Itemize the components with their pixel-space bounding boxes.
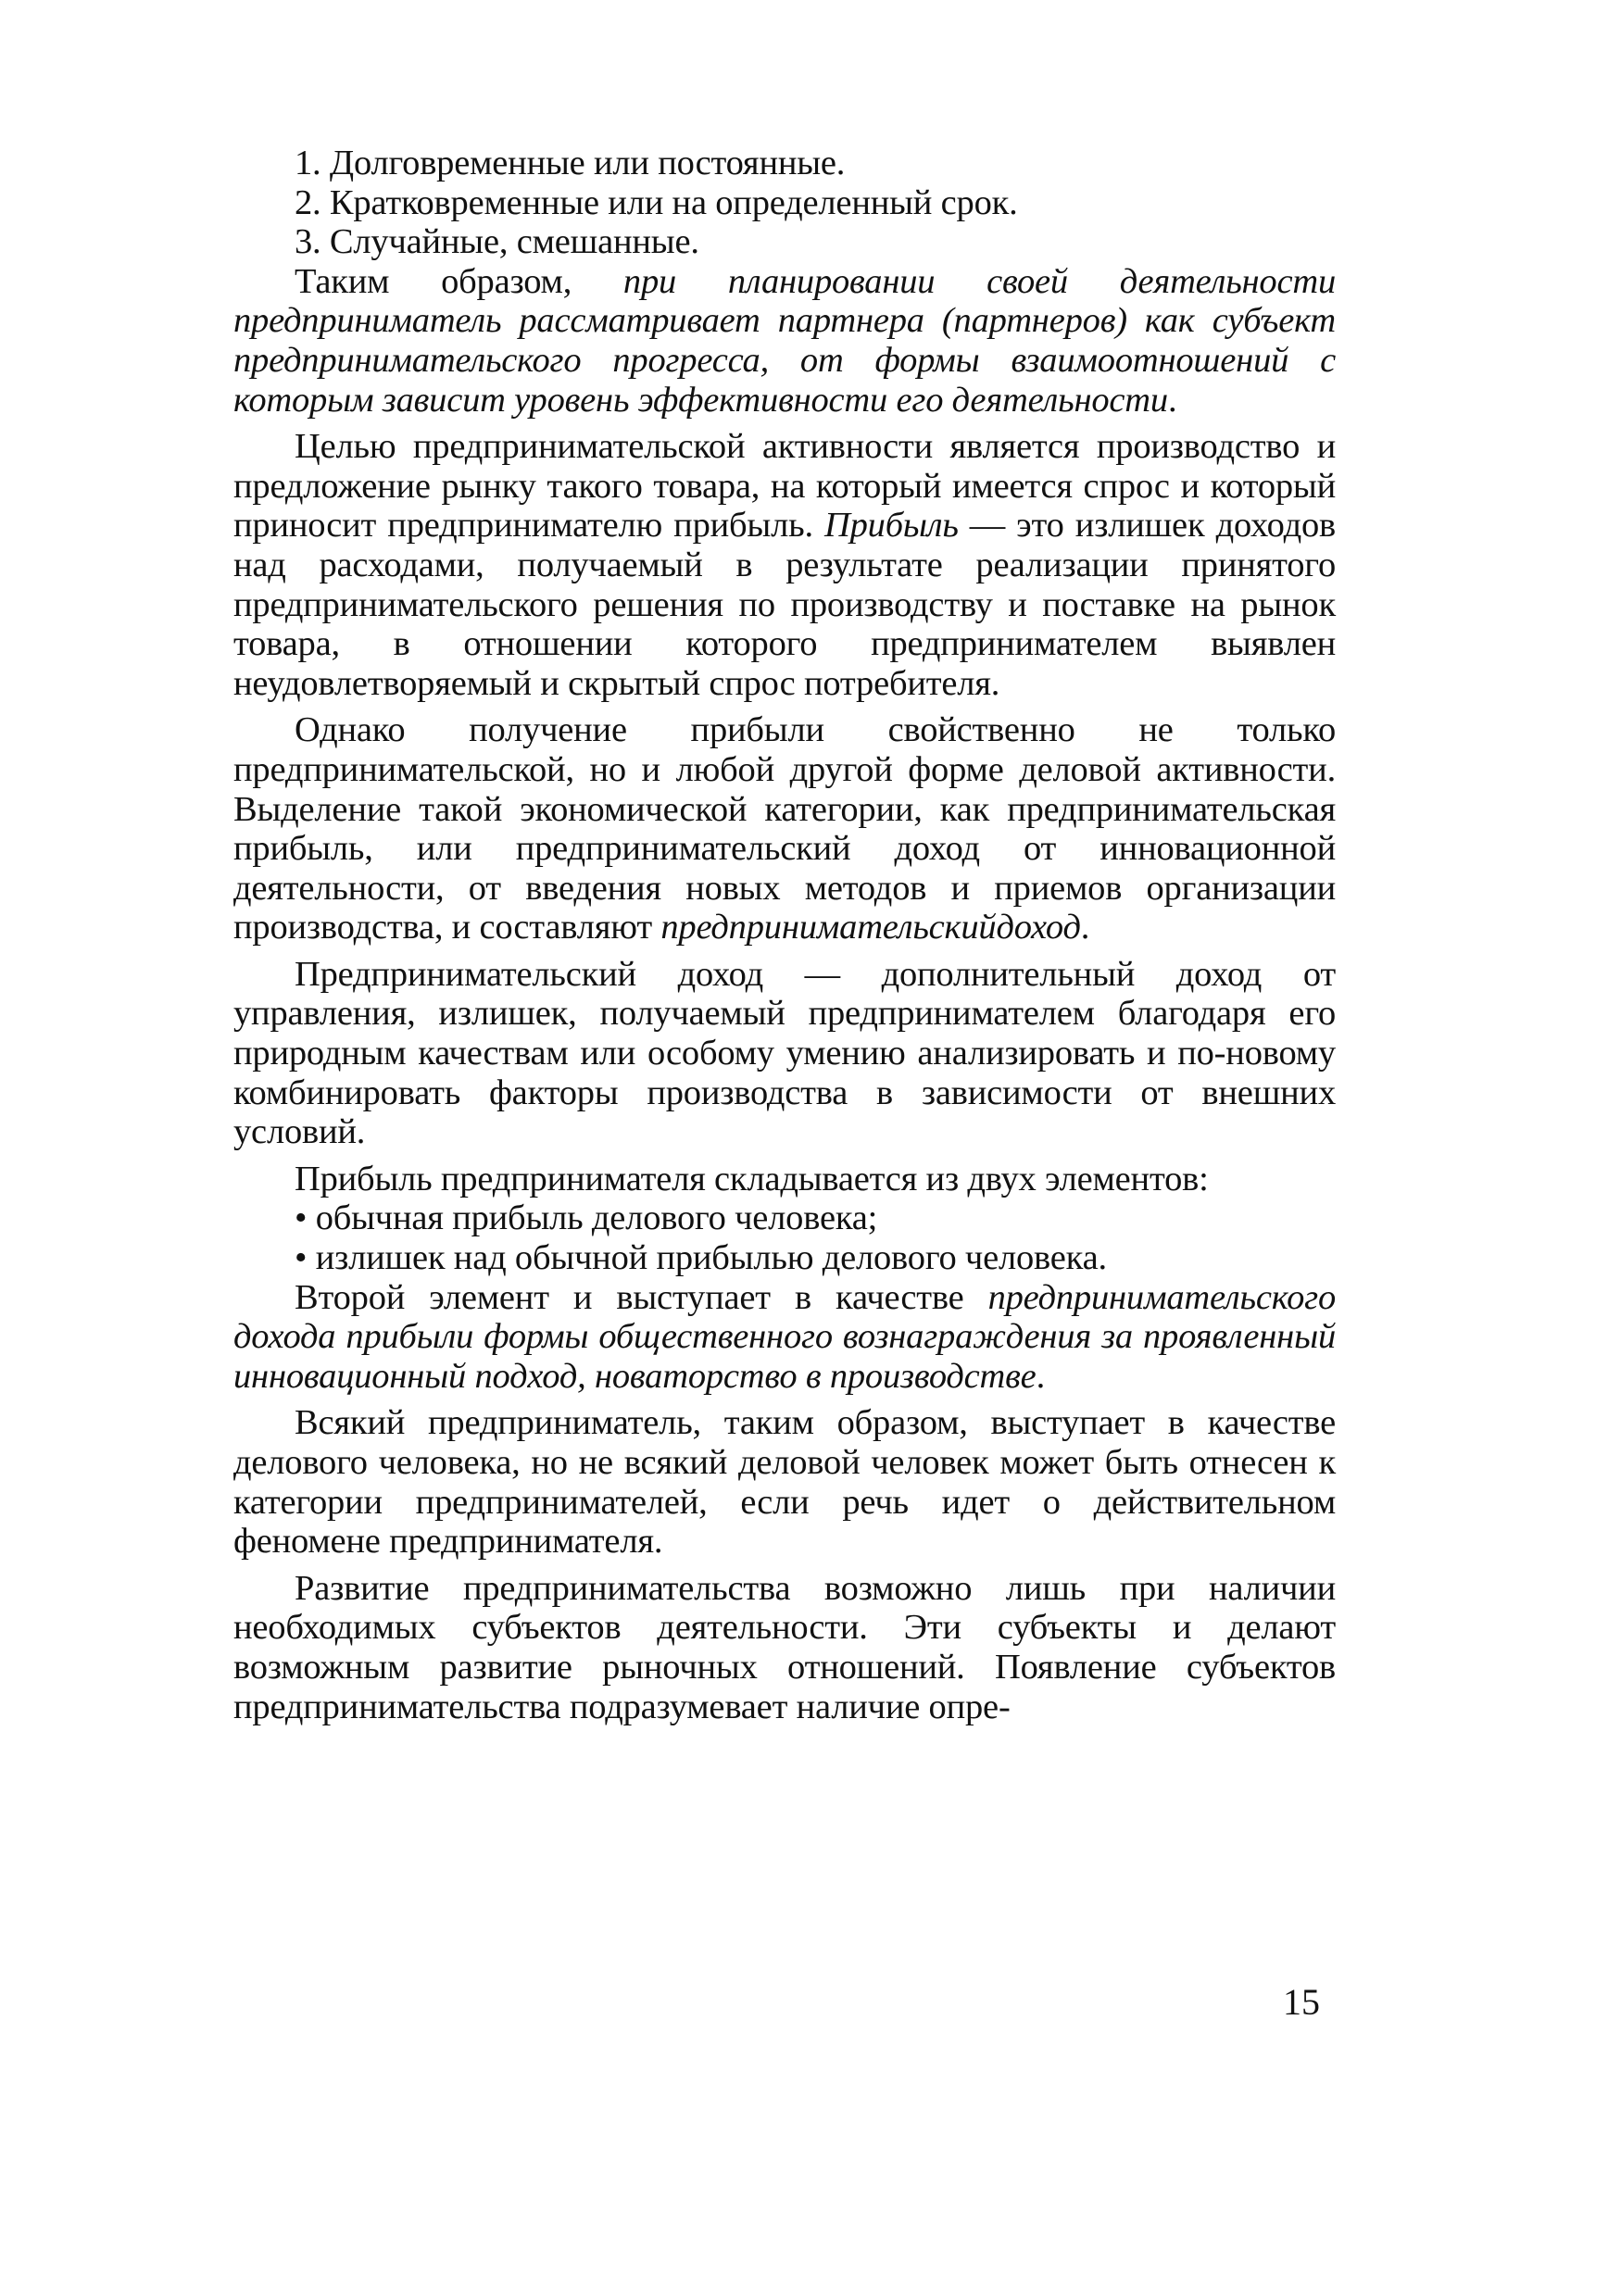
paragraph-development: Развитие предпринимательства возможно лишь при наличии необходимых субъектов деятельности. Эти субъекты и делают возможным развитие рыночных отношений. Появление субъектов предпринимательства подразумевает наличие опре- <box>233 1568 1336 1726</box>
list-item-2: 2. Кратковременные или на определенный срок. <box>295 182 1018 222</box>
paragraph-income-definition: Предпринимательский доход — дополнительный доход от управления, излишек, получаемый предпринимателем благодаря его природным качествам или особому умению анализировать и по-новому комбинировать факторы производства в зависимости от внешних условий. <box>233 954 1336 1152</box>
profit-term: Прибыль <box>824 506 959 546</box>
entrepreneurial-income-term: предпринимательскийдоход <box>660 908 1081 947</box>
paragraph-conclusion-end: . <box>1167 380 1177 420</box>
paragraph-profit-part1: Целью предпринимательской активности является производство и предложение рынку такого товара, на который имеется спрос и который приносит предпринимателю прибыль. <box>233 427 1336 546</box>
page-text <box>233 144 1336 1726</box>
paragraph-conclusion <box>233 262 1336 420</box>
paragraph-profit-part2: — это излишек доходов над расходами, получаемый в результате реализации принятого предпринимательского решения по производству и поставке на рынок товара, в отношении которого предпринимателем выявлен неудовлетворяемый и скрытый спрос потребителя. <box>233 506 1336 703</box>
list-item-3: 3. Случайные, смешанные. <box>295 222 699 262</box>
paragraph-second-element-end: . <box>1036 1356 1045 1396</box>
paragraph-profit-definition <box>233 427 1336 703</box>
page-number: 15 <box>1283 1981 1320 2023</box>
paragraph-second-element-italic: предпринимательского дохода прибыли формы общественного вознаграждения за проявленный инновационный подход, новаторство в производстве <box>233 1277 1336 1396</box>
paragraph-second-element <box>233 1278 1336 1397</box>
list-item-1: 1. Долговременные или постоянные. <box>295 144 846 182</box>
paragraph-conclusion-italic: при планировании своей деятельности предприниматель рассматривает партнера (партнеров) как субъект предпринимательского прогресса, от формы взаимоотношений с которым зависит уровень эффективности его деятельности <box>233 261 1337 420</box>
bullet-item-1: • обычная прибыль делового человека; <box>295 1198 878 1238</box>
bullet-item-2: • излишек над обычной прибылью делового человека. <box>295 1238 1107 1278</box>
paragraph-second-element-lead: Второй элемент и выступает в качестве <box>295 1277 988 1317</box>
paragraph-income-end: . <box>1080 908 1090 947</box>
paragraph-income-text: Однако получение прибыли свойственно не только предпринимательской, но и любой другой форме деловой активности. Выделение такой экономической категории, как предпринимательская прибыль, или предпринимательский доход от инновационной деятельности, от введения новых методов и приемов организации производства, и составляют <box>233 710 1336 947</box>
paragraph-every-entrepreneur: Всякий предприниматель, таким образом, выступает в качестве делового человека, но не всякий деловой человек может быть отнесен к категории предпринимателей, если речь идет о действительном феномене предпринимателя. <box>233 1403 1336 1562</box>
paragraph-conclusion-lead: Таким образом, <box>295 261 623 301</box>
paragraph-entrepreneurial-income <box>233 710 1336 947</box>
paragraph-profit-elements: Прибыль предпринимателя складывается из двух элементов: <box>295 1159 1209 1198</box>
